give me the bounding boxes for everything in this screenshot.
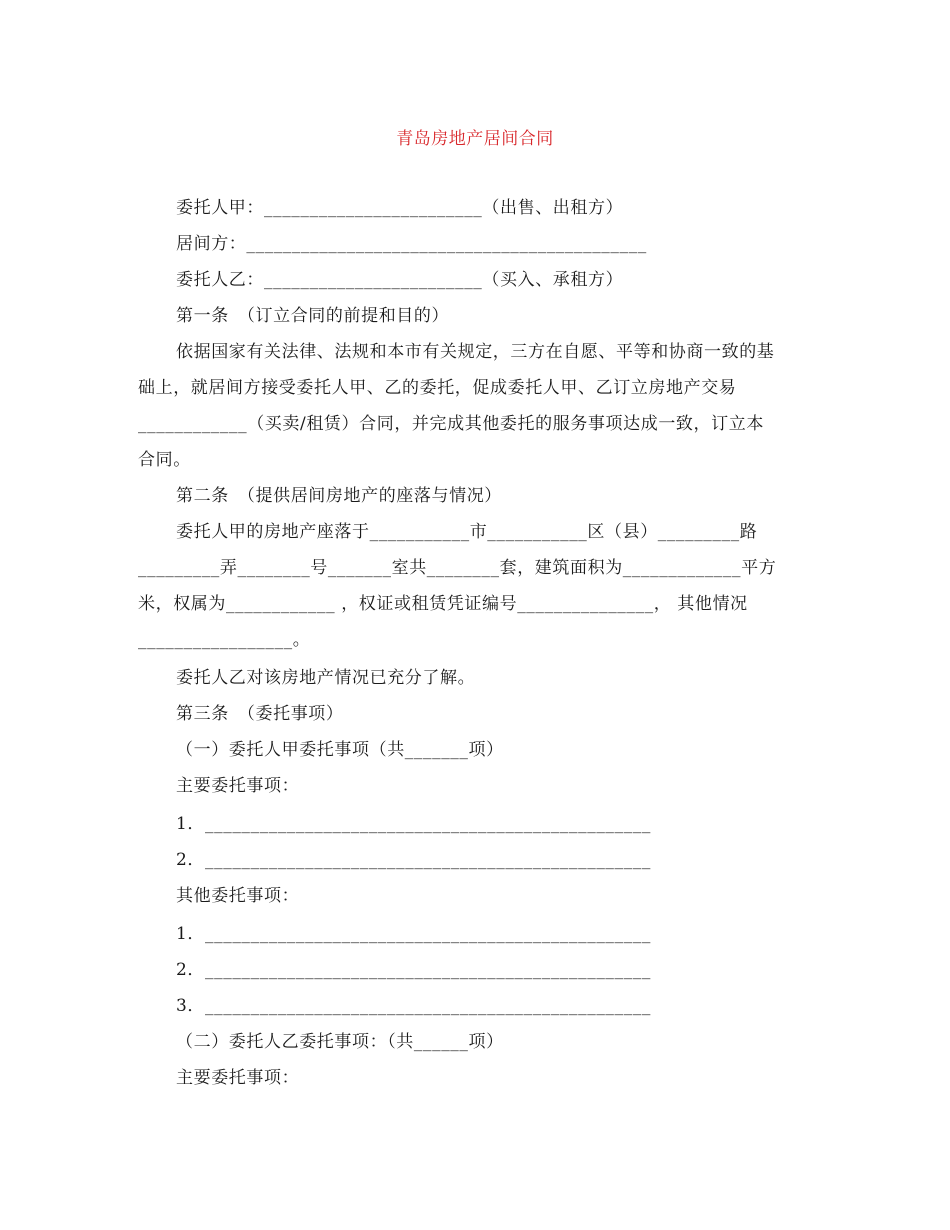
document-title: 青岛房地产居间合同 xyxy=(396,129,554,149)
article-1-text-line-3: ____________（买卖/租赁）合同，并完成其他委托的服务事项达成一致，订立本 xyxy=(138,414,764,434)
article-3-heading: 第三条 （委托事项） xyxy=(176,704,344,724)
party-a-other-item-2: 2．_________________________________________________ xyxy=(176,960,651,980)
party-a-line: 委托人甲：________________________（出售、出租方） xyxy=(176,198,624,218)
article-2-text-line-4: _________________。 xyxy=(138,630,311,650)
party-b-line: 委托人乙：________________________（买入、承租方） xyxy=(176,270,624,290)
article-2-heading: 第二条 （提供居间房地产的座落与情况） xyxy=(176,486,502,506)
article-1-text-line-4: 合同。 xyxy=(138,450,191,470)
party-a-main-items-label: 主要委托事项： xyxy=(176,776,300,796)
party-a-other-items-label: 其他委托事项： xyxy=(176,886,300,906)
party-a-main-item-1: 1．_________________________________________________ xyxy=(176,814,651,834)
article-1-heading: 第一条 （订立合同的前提和目的） xyxy=(176,306,450,326)
article-1-text-line-2: 础上，就居间方接受委托人甲、乙的委托，促成委托人甲、乙订立房地产交易 xyxy=(138,378,737,398)
section-party-a-heading: （一）委托人甲委托事项（共_______项） xyxy=(176,740,504,760)
party-a-other-item-3: 3．_________________________________________________ xyxy=(176,996,651,1016)
article-2-text-line-2: _________弄________号_______室共________套，建筑面积为_____________平方 xyxy=(138,558,777,578)
section-party-b-heading: （二）委托人乙委托事项：（共______项） xyxy=(176,1032,504,1052)
article-2-text-line-1: 委托人甲的房地产座落于___________市___________区（县）_________路 xyxy=(176,522,758,542)
article-2-text-line-5: 委托人乙对该房地产情况已充分了解。 xyxy=(176,668,476,688)
party-a-other-item-1: 1．_________________________________________________ xyxy=(176,924,651,944)
party-a-main-item-2: 2．_________________________________________________ xyxy=(176,850,651,870)
party-b-main-items-label: 主要委托事项： xyxy=(176,1068,300,1088)
intermediary-line: 居间方：____________________________________________ xyxy=(176,234,647,254)
article-1-text-line-1: 依据国家有关法律、法规和本市有关规定，三方在自愿、平等和协商一致的基 xyxy=(176,342,775,362)
article-2-text-line-3: 米，权属为____________ ，权证或租赁凭证编号_______________， 其他情况 xyxy=(138,594,748,614)
